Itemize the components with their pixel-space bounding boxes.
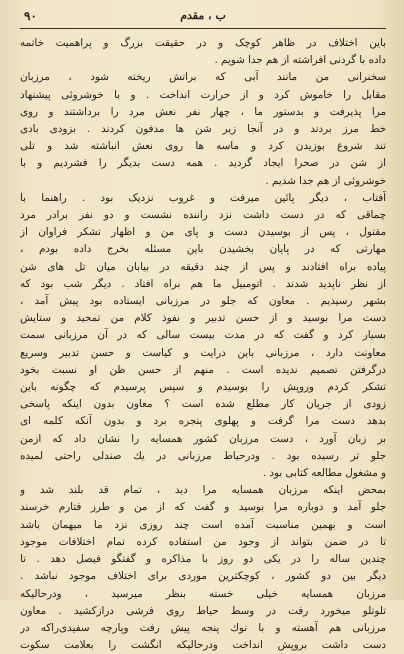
text-line: دیگر بین دو کشور ، کوچکترین موردی برای اختلاف موجود نباشد . [20, 570, 386, 583]
text-line: خط مرز بردند و در آنجا زیر شن ها مدفون کردند . بزودی بادی [20, 123, 386, 136]
text-line: مرزبانی هم آهسته و با نوك پنجه پیش رفت وپارچه سفیدی‌راکه در [20, 621, 386, 634]
text-line: چندین ساله را در یکی دو روز با مذاکره و گفتگو فیصل دهد . تا [20, 553, 386, 566]
header-rule [20, 28, 386, 29]
text-line: زودی از جریان کار مطلع شده است ؟ معاون بدون اینکه پاسخی [20, 398, 386, 411]
text-line: از نظر ناپدید شدند . اتومبیل ما هم براه افتاد . دیگر شب بود که [20, 277, 386, 290]
text-line: خوشروئی از هم جدا شدیم . [265, 174, 386, 187]
text-line: داده با گردنی افراشته از هم جدا شویم . [214, 54, 386, 67]
text-line: بر زبان آورد ، دست مرزبان کشور همسایه را نشان داد که ازمن [20, 432, 386, 445]
text-line: تا در ضمن بتواند از وجود من استفاده کرده تمام اختلافات موجود [20, 535, 386, 548]
text-line: چماقی که در دست داشت نزد راننده نشست و دو نفر برادر مرد [20, 209, 386, 222]
text-line: بسیار کرد و گفت که در مدت بیست سالی که در آن مرزبانی سمت [20, 329, 386, 342]
text-line: آفتاب ، دیگر پائین میرفت و غروب نزدیک بود . راهنما با [20, 191, 386, 204]
running-title: ب ، مقدم [180, 9, 226, 22]
text-line: جلو تر رسیده بود . ودرحیاط مرزبانی در یك صندلی راحتی لمیده [20, 449, 386, 462]
text-line: تند شروع بوزیدن کرد و ماسه ها روی نعش انباشته شد و تلی [20, 140, 386, 153]
page-number: ۹۰ [24, 9, 37, 23]
text-line: تلوتلو میخورد رفت در وسط حیاط روی فرشی درازکشید . معاون [20, 604, 386, 617]
text-line: سخنرانی من مانند آبی که براتش ریخته شود ، مرزبان [20, 71, 386, 84]
text-line: مقتول ، پس از بوسیدن دست و پای من و اظهار تشکر فراوان از [20, 226, 386, 239]
text-line: دست داشت بروپش انداخت ودرحالیکه انگشت را بعلامت سکوت [20, 639, 386, 652]
text-line: جلو آمد و دوباره مرا بوسید و گفت که از من و طرز فتارم خرسند [20, 501, 386, 514]
text-line: است و بهمین مناسبت آمده است چند روزی نزد ما میهمان باشد [20, 518, 386, 531]
text-line: مقابل را خاموش کرد و از حرارت انداخت . و با خوشروئی پیشنهاد [20, 88, 386, 101]
text-line: مرا پذیرفت و بدستور ما ، چهار نفر نعش مرد را برداشتند و روی [20, 105, 386, 118]
text-line: مرزبان همسایه خیلی خسته بنظر میرسید ، ودرحالیکه [20, 587, 386, 600]
text-line: باین اختلاف در ظاهر کوچک و در حقیقت بزرگ و پراهمیت خاتمه [20, 37, 386, 49]
text-line: بشهر رسیدیم . معاون که جلو در مرزبانی ایستاده بود پیش آمد ، [20, 295, 386, 308]
page-header [20, 6, 386, 28]
text-line: درگرفتن تصمیم ندیده است . منهم از حسن ظن او نسبت بخود [20, 363, 386, 376]
text-line: معاونت دارد ، مرزبانی باین درایت و کیاست و حسن تدبیر وسریع [20, 346, 386, 359]
text-line: بدهد دست مرا گرفت و پهلوی پنجره برد و بدون آنکه کلمه ای [20, 415, 386, 428]
text-line: دست مرا بوسید و از حسن تدبیر و نفوذ کلام من تمجید و ستایش [20, 312, 386, 325]
text-line: پیاده براه افتادند و پس از چند دقیقه در بیابان میان تل های شن [20, 260, 386, 273]
text-line: و مشغول مطالعه کتابی بود . [262, 467, 386, 480]
body-text [20, 35, 386, 654]
text-line: مهارتی که در پایان بخشیدن باین مسئله بخرج داده بودم ، [20, 243, 386, 256]
text-line: تشکر کردم وروپش را بوسیدم و سپس پرسیدم که چگونه باین [20, 381, 386, 394]
text-line: بمحض اینکه مرزبان همسایه مرا دید ، تمام قد بلند شد و [20, 484, 386, 497]
text-line: از شن در صحرا ایجاد گردید . همه دست بدیگر را فشردیم و با [20, 157, 386, 170]
